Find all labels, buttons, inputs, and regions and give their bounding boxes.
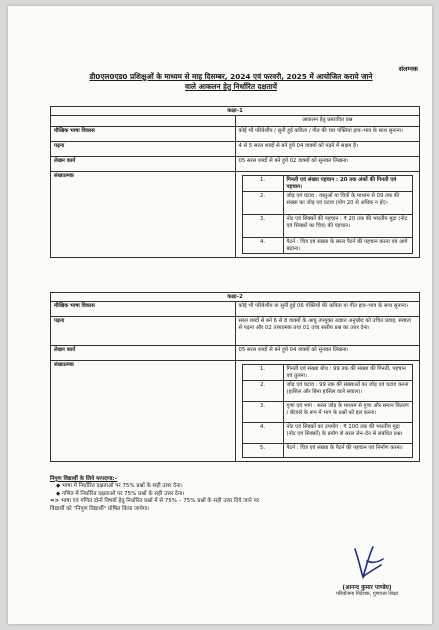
class-1-table bbox=[50, 106, 420, 258]
math-item-text: गिनती एवं संख्या पहचान : 20 तक अंकों की गिनती एवं पहचान। bbox=[283, 176, 413, 192]
criteria-note-continued: विद्यार्थी को "निपुण विद्यार्थी" घोषित किया जायेगा। bbox=[50, 505, 150, 512]
class-2-row-label: पढ़ना bbox=[51, 317, 236, 346]
math-item-text: नोट एवं सिक्कों की पहचान : ₹ 20 तक की भारतीय मुद्रा (नोट एवं सिक्कों का चित्र) की पहचान। bbox=[283, 215, 413, 238]
class-2-row-text: कोई भी परिवेशीय या सुनी हुई 06 पंक्तियों की कविता या गीत हाव–भाव के साथ सुनाना। bbox=[235, 302, 420, 317]
class-1-row-text: 05 सरल शब्दों से बने हुये 02 वाक्यों को सुनकर लिखना। bbox=[235, 157, 420, 172]
math-item-text: जोड़ एवं घटाव : वस्तुओं या चित्रों के माध्यम से 09 तक की संख्या का जोड़ एवं घटाव (योग 20 से अधिक न हो)। bbox=[283, 192, 413, 215]
signatory-designation: परियोजना निदेशक, गुणवत्ता शिक्षा bbox=[335, 591, 398, 597]
math-item-text: जोड़ एवं घटाव : 99 तक की संख्याओं का जोड़ एवं घटाव करना (हासिल और बिना हासिल वाले सवाल)। bbox=[283, 381, 413, 402]
class-1-row-label: पढ़ना bbox=[51, 142, 236, 157]
math-item-text: पैटर्न : चित्र एवं संख्या के पैटर्न की पहचान एवं निर्माण करना। bbox=[283, 444, 413, 458]
math-item-text: गिनती एवं संख्या बोध : 99 तक की संख्या की गिनती, पहचान एवं तुलना। bbox=[283, 365, 413, 381]
math-item-number: 1. bbox=[242, 365, 283, 381]
arrow-icon: => bbox=[50, 498, 60, 505]
bullet-icon: ◆ bbox=[56, 490, 61, 497]
math-item-text: पैटर्न : चित्र एवं संख्या के सरल पैटर्न की पहचान करना एवं आगे बढ़ाना। bbox=[283, 238, 413, 254]
class-1-row-text: कोई भी परिवेशीय / सुनी हुई कविता / गीत की चार पंक्तियां हाव–भाव के साथ सुनाना। bbox=[235, 127, 420, 142]
heading-line-2: वाले आकलन हेतु निर्धारित दक्षतायें bbox=[185, 82, 277, 91]
class-1-row-label: लेखन कार्य bbox=[51, 157, 236, 172]
handwritten-signature-icon bbox=[337, 541, 397, 583]
math-item-number: 2. bbox=[242, 192, 283, 215]
math-item-number: 1. bbox=[242, 176, 283, 192]
class-2-math-list bbox=[242, 364, 414, 458]
math-item-number: 5. bbox=[242, 444, 283, 458]
document-heading bbox=[52, 72, 410, 92]
criteria-note: => भाषा एवं गणित दोनों विषयों हेतु निर्धारित प्रश्नों में से 75% – 75% प्रश्नों के सही उत्तर दिये जाने पर bbox=[50, 498, 259, 505]
class-2-row-label: लेखन कार्य bbox=[51, 346, 236, 361]
heading-line-1: डी0एल0एड0 प्रशिक्षुओं के माध्यम से माह दिसम्बर, 2024 एवं फरवरी, 2025 में आयोजित कराये जाने bbox=[89, 72, 373, 81]
class-2-title: कक्षा–2 bbox=[51, 293, 420, 302]
class-1-row-label: मौखिक भाषा विकास bbox=[51, 127, 236, 142]
class-1-title: कक्षा–1 bbox=[51, 107, 420, 116]
class-2-row-label: मौखिक भाषा विकास bbox=[51, 302, 236, 317]
bullet-icon: ◆ bbox=[56, 483, 61, 490]
class-2-row-text: 05 सरल शब्दों से बने हुये 04 वाक्यों को सुनकर लिखना। bbox=[235, 346, 420, 361]
document-page bbox=[8, 6, 432, 624]
annex-label: संलग्नक bbox=[398, 65, 418, 73]
math-item-text: नोट एवं सिक्कों का उपयोग : ₹ 100 तक की भारतीय मुद्रा (नोट एवं सिक्कों) के प्रयोग से सरल लेन–देन से संबंधित प्रश्न। bbox=[283, 423, 413, 444]
math-item-text: गुणा एवं भाग : सरल जोड़ के माध्यम से गुणा और समान वितरण / बँटवारे के रूप में भाग के प्रश्नों को हल करना। bbox=[283, 402, 413, 423]
class-1-math-label: संख्यात्मक bbox=[51, 172, 236, 258]
signatory-name: (आनन्द कुमार पाण्डेय) bbox=[342, 585, 392, 591]
class-2-row-text: सरल शब्दों से बने 6 से 8 वाक्यों के आयु उपयुक्त अज्ञात अनुच्छेद को उचित प्रवाह, स्पष्टता से पढ़ना और 02 तथ्यात्मक तथा 01 उच्च स्तरीय प्रश्न का उत्तर देना। bbox=[235, 317, 420, 346]
math-item-number: 2. bbox=[242, 381, 283, 402]
math-item-number: 4. bbox=[242, 423, 283, 444]
class-1-section-header: आकलन हेतु प्रस्तावित प्रश्न bbox=[235, 116, 420, 127]
math-item-number: 4. bbox=[242, 238, 283, 254]
nipun-criteria bbox=[50, 476, 420, 513]
criteria-bullet: ◆ भाषा में निर्धारित दक्षताओं पर 75% प्रश्नों के सही उत्तर देना। bbox=[56, 483, 183, 490]
math-item-number: 3. bbox=[242, 402, 283, 423]
criteria-bullet: ◆ गणित में निर्धारित दक्षताओं पर 75% प्रश्नों के सही उत्तर देना। bbox=[56, 490, 185, 497]
class-2-math-label: संख्यात्मक bbox=[51, 361, 236, 462]
class-1-math-list bbox=[242, 175, 414, 254]
class-2-table bbox=[50, 292, 420, 462]
class-1-row-text: 4 से 5 सरल शब्दों से बने हुये 04 वाक्यों को पढ़ने में सक्षम है। bbox=[235, 142, 420, 157]
signature-block bbox=[322, 541, 412, 611]
criteria-title: निपुण विद्यार्थी के लिये मापदण्ड:– bbox=[50, 476, 118, 482]
math-item-number: 3. bbox=[242, 215, 283, 238]
